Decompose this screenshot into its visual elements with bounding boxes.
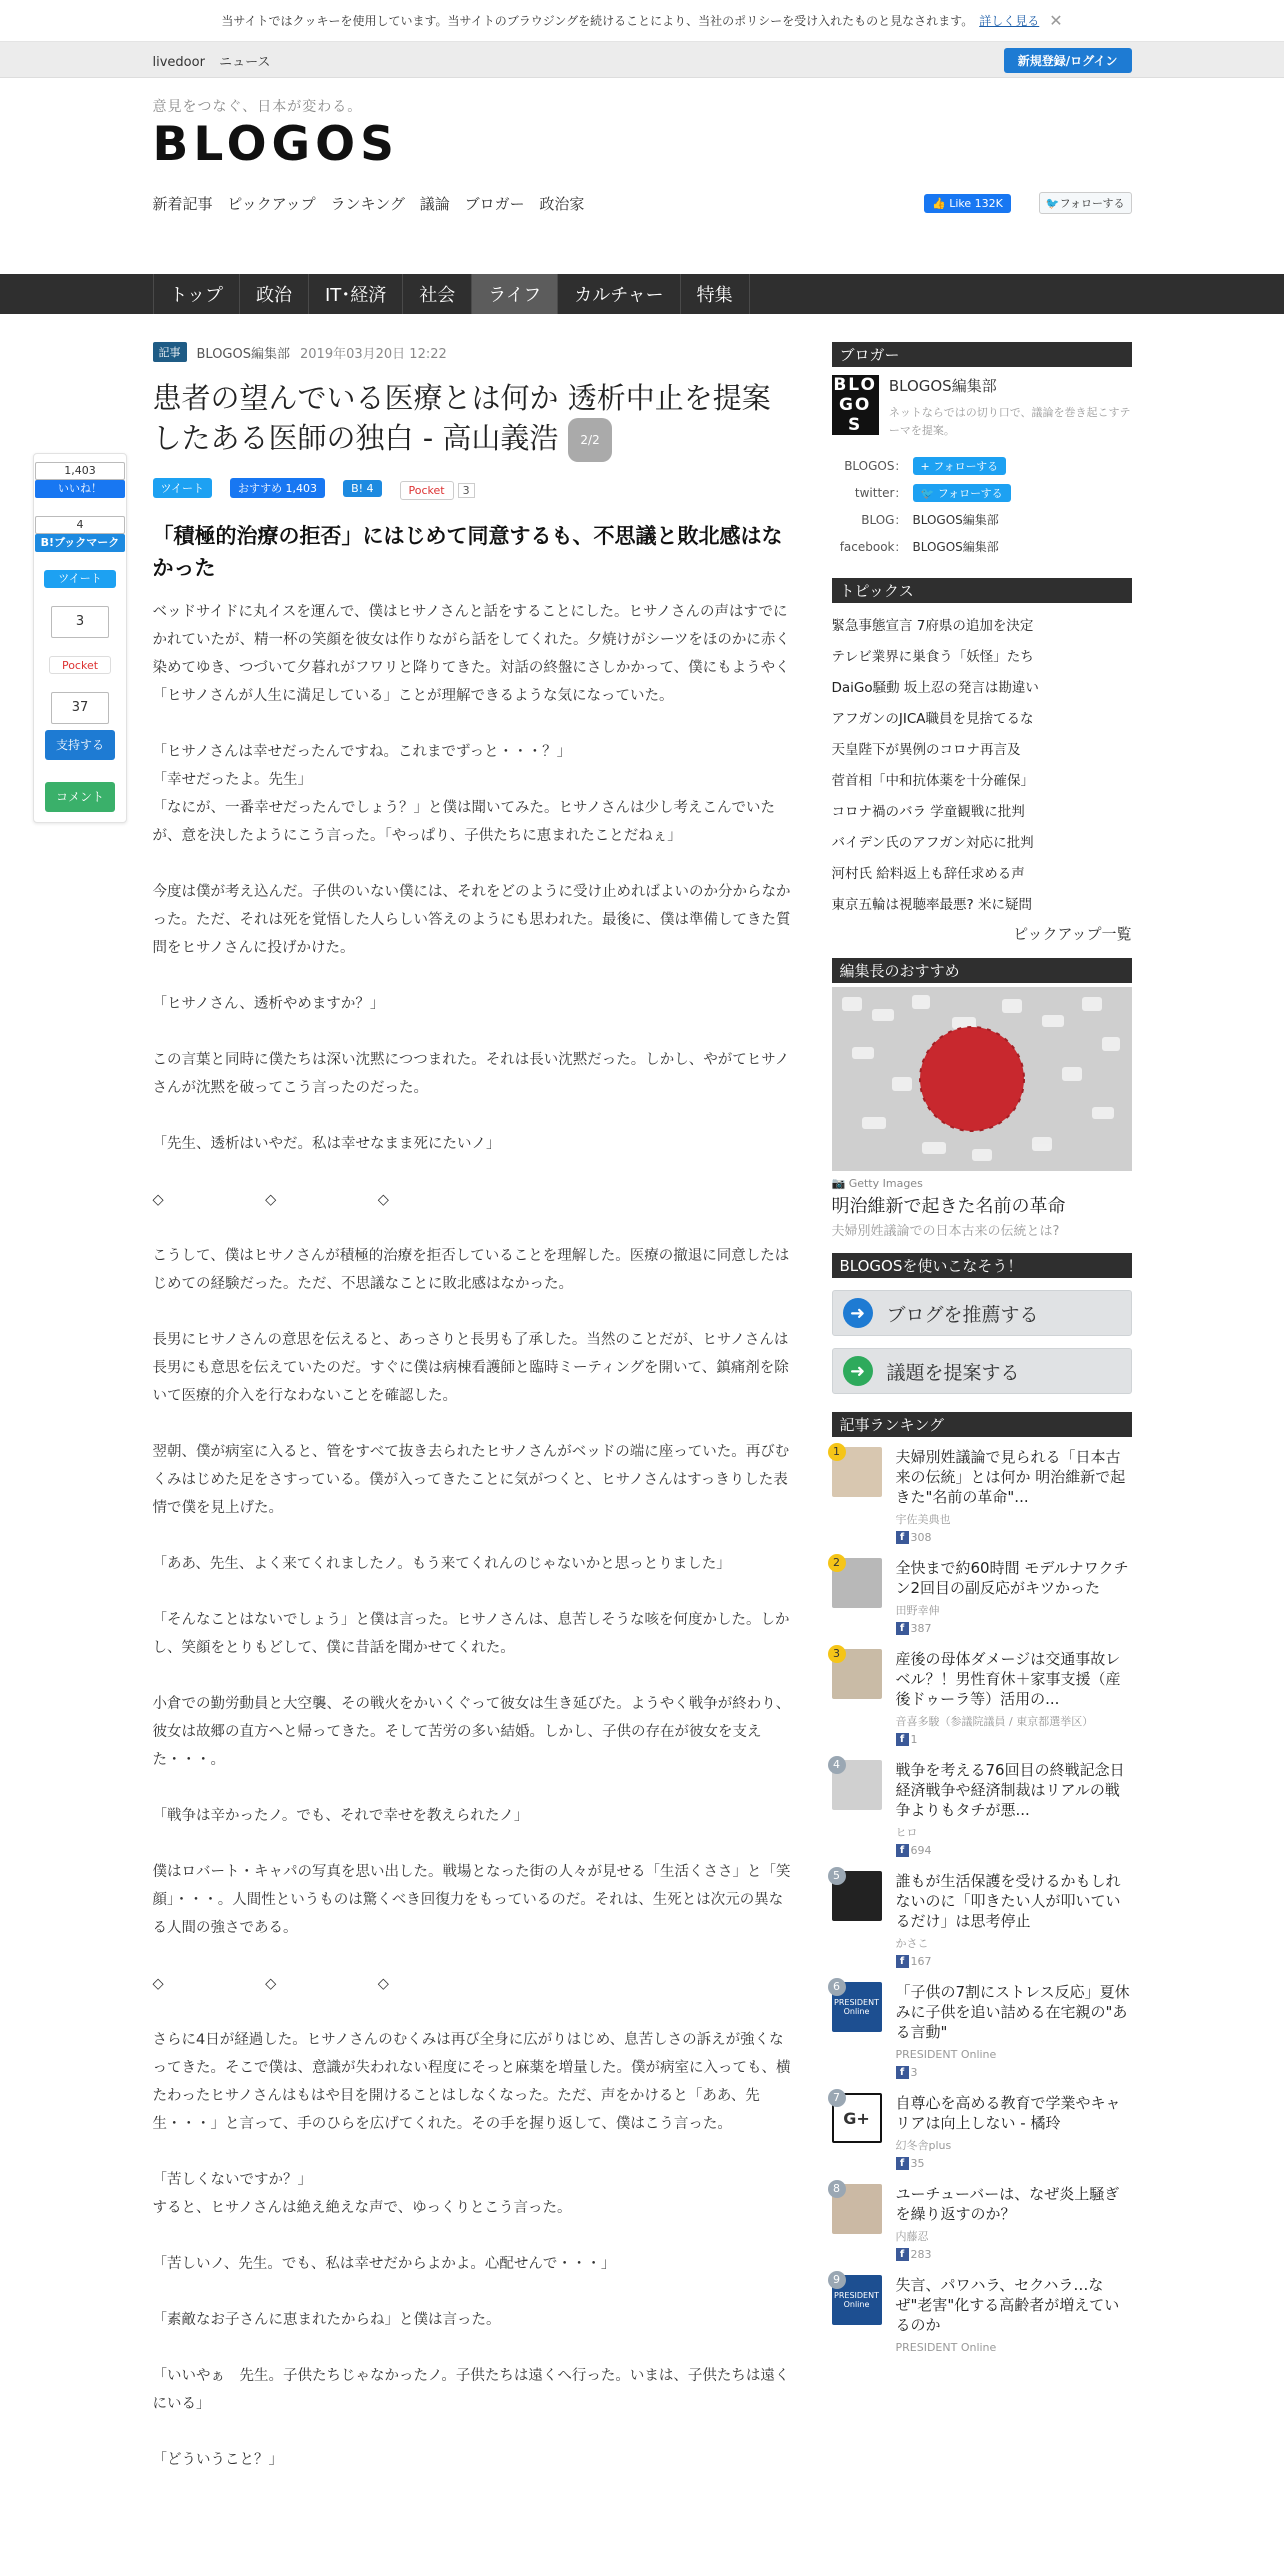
pocket-count: 3 [458,483,475,498]
ranking-item[interactable]: 1 夫婦別姓議論で見られる「日本古来の伝統」とは何か 明治維新で起きた"名前の革命"... 宇佐美典也 f 308 [832,1447,1132,1544]
content-area [153,314,1132,2502]
paragraph: この言葉と同時に僕たちは深い沈黙につつまれた。それは長い沈黙だった。しかし、やがてヒサノさんが沈黙を破ってこう言ったのだった。 [152,1052,790,1096]
support-count: 37 [51,692,109,724]
livedoor-link[interactable]: livedoor [152,54,205,70]
hatena-button[interactable]: B! 4 [343,480,381,497]
subnav-ranking[interactable]: ランキング [330,194,405,213]
cookie-banner [0,0,1284,42]
blogger-card [832,375,1132,440]
ranking-item[interactable]: 3 産後の母体ダメージは交通事故レベル？！男性育休＋家事支援（産後ドゥーラ等）活用の... 音喜多駿（参議院議員 / 東京都選挙区） f 1 [832,1649,1132,1746]
hatena-bookmark-button[interactable]: B!ブックマーク [35,534,125,552]
paragraph: すると、ヒサノさんは絶え絶えな声で、ゆっくりとこう言った。 [152,2200,572,2216]
paragraph: こうして、僕はヒサノさんが積極的治療を拒否していることを理解した。医療の撤退に同意したはじめての経験だった。ただ、不思議なことに敗北感はなかった。 [152,1248,790,1292]
topics-heading: トピックス [832,578,1132,603]
paragraph: 「なにが、一番幸せだったんでしょう？」と僕は聞いてみた。ヒサノさんは少し考えこんでいたが、意を決したようにこう言った。「やっぱり、子供たちに恵まれたことだねぇ」 [152,800,775,844]
topic-item[interactable]: DaiGo騒動 坂上忍の発言は勘違い [831,680,1039,696]
share-row [153,478,793,498]
pickup-list-link[interactable]: ピックアップ一覧 [1013,925,1132,943]
twitter-follow-button[interactable]: 🐦フォローする [1039,192,1132,214]
topic-item[interactable]: 天皇陛下が異例のコロナ再言及 [831,742,1021,758]
topic-item[interactable]: 緊急事態宣言 7府県の追加を決定 [831,618,1034,634]
facebook-icon: f [896,1733,909,1746]
editor-pick-title[interactable]: 明治維新で起きた名前の革命 [831,1196,1066,1217]
facebook-icon: f [896,1622,909,1635]
article-body [153,598,793,2474]
article [153,342,793,2502]
paragraph: 「戦争は辛かったノ。でも、それで幸せを教えられたノ」 [152,1808,529,1824]
facebook-icon: f [896,2248,909,2261]
top-bar [0,42,1284,78]
article-date: 2019年03月20日 12:22 [300,346,447,362]
paragraph: さらに4日が経過した。ヒサノさんのむくみは再び全身に広がりはじめ、息苦しさの訴えが強くなってきた。そこで僕は、意識が失われない程度にそっと麻薬を増量した。僕が病室に入っても、横たわったヒサノさんはもはや目を開けることはしなくなった。ただ、声をかけると「ああ、先生・・・」と言って、手のひらを広げてくれた。その手を握り返して、僕はこう言った。 [152,2032,791,2132]
paragraph: 「ヒサノさん、透析やめますか？」 [152,996,385,1012]
editor-heading: 編集長のおすすめ [832,958,1132,983]
president-online-logo: PRESIDENT Online [832,2275,882,2325]
nav-politics[interactable]: 政治 [240,274,309,314]
use-blogos-heading: BLOGOSを使いこなそう！ [832,1253,1132,1278]
rank-number: 5 [828,1867,846,1885]
cookie-text: 当サイトではクッキーを使用しています。当サイトのブラウジングを続けることにより、当社のポリシーを受け入れたものと見なされます。 [221,14,974,28]
separator: ◇ ◇ ◇ [152,1192,389,1208]
blogos-follow-button[interactable]: + フォローする [913,457,1007,475]
rank-number: 1 [828,1443,846,1461]
hatena-count: 4 [35,516,125,534]
puzzle-flag-image [832,987,1132,1171]
pocket-count: 3 [51,606,109,638]
fb-count: 1,403 [35,462,125,480]
topic-item[interactable]: アフガンのJICA職員を見捨てるな [831,711,1034,727]
topic-item[interactable]: 菅首相「中和抗体薬を十分確保」 [831,773,1034,789]
subnav-blogger[interactable]: ブロガー [464,194,525,213]
image-credit: 📷 Getty Images [831,1177,923,1190]
paragraph: 「ああ、先生、よく来てくれましたノ。もう来てくれんのじゃないかと思っとりました」 [152,1556,731,1572]
topic-item[interactable]: 河村氏 給料返上も辞任求める声 [831,866,1025,882]
facebook-icon: f [896,2157,909,2170]
site-tagline: 意見をつなぐ、日本が変わる。 [152,99,363,115]
paragraph: 「幸せだったよ。先生」 [152,772,312,788]
facebook-icon: f [896,1844,909,1857]
nav-top[interactable]: トップ [153,274,240,314]
camera-icon: 📷 [831,1177,846,1190]
paragraph: 「ヒサノさんは幸せだったんですね。これまでずっと・・・？」 [152,744,572,760]
president-online-logo: PRESIDENT Online [832,1982,882,2032]
page-indicator: 2/2 [568,418,611,462]
nav-it-economy[interactable]: IT･経済 [309,274,403,314]
facebook-icon: f [896,1531,909,1544]
thumbs-up-icon: 👍 [932,196,946,210]
ranking-item[interactable]: 9 PRESIDENT Online 失言、パワハラ、セクハラ…なぜ"老害"化する高齢者が増えているのか PRESIDENT Online [832,2275,1132,2355]
blogger-heading: ブロガー [832,342,1132,367]
rank-number: 3 [828,1645,846,1663]
facebook-link[interactable]: BLOGOS編集部 [912,540,999,554]
paragraph: 「いいやぁ 先生。子供たちじゃなかったノ。子供たちは遠くへ行った。いまは、子供たちは遠くにいる」 [152,2368,790,2412]
nav-society[interactable]: 社会 [403,274,472,314]
site-header [0,78,1284,274]
paragraph: 「どういうこと？」 [152,2452,283,2468]
site-logo[interactable]: BLOGOS [152,117,399,172]
paragraph: 小倉での勤労動員と大空襲、その戦火をかいくぐって彼女は生き延びた。ようやく戦争が終わり、彼女は故郷の直方へと帰ってきた。そして苦労の多い結婚。しかし、子供の存在が彼女を支えた・・・。 [152,1696,791,1768]
main-navigation [0,274,1284,314]
subnav-new[interactable]: 新着記事 [152,194,213,213]
sub-navigation [153,192,1132,214]
rank-number: 9 [828,2271,846,2289]
facebook-recommend-button[interactable]: おすすめ 1,403 [230,478,325,498]
subnav-pickup[interactable]: ピックアップ [227,194,316,213]
cookie-more-link[interactable]: 詳しく見る [979,14,1040,28]
gentosha-logo: G+ [832,2093,882,2143]
article-subtitle: 「積極的治療の拒否」にはじめて同意するも、不思議と敗北感はなかった [152,524,783,580]
tweet-button[interactable]: ツイート [44,570,116,588]
paragraph: 翌朝、僕が病室に入ると、管をすべて抜き去られたヒサノさんがベッドの端に座っていた。再びむくみはじめた足をさすっている。僕が入ってきたことに気がつくと、ヒサノさんはすっきりした表情で僕を見上げた。 [152,1444,790,1516]
twitter-bird-icon: 🐦 [1045,197,1060,210]
editor-pick-image[interactable] [832,987,1132,1171]
topic-item[interactable]: コロナ禍のバラ 学童観戦に批判 [831,804,1025,820]
comment-button[interactable]: コメント [45,782,115,812]
ranking-item[interactable]: 8 ユーチューバーは、なぜ炎上騒ぎを繰り返すのか？ 内藤忍 f 283 [832,2184,1132,2261]
separator: ◇ ◇ ◇ [152,1976,389,1992]
topic-item[interactable]: 東京五輪は視聴率最悪? 米に疑問 [831,897,1032,913]
arrow-right-icon: ➜ [843,1298,873,1328]
topics-list [832,611,1132,921]
article-meta [153,342,793,362]
paragraph: 今度は僕が考え込んだ。子供のいない僕には、それをどのように受け止めればよいのか分からなかった。ただ、それは死を覚悟した人らしい答えのようにも思われた。最後に、僕は準備してきた質問をヒサノさんに投げかけた。 [152,884,791,956]
paragraph: 「そんなことはないでしょう」と僕は言った。ヒサノさんは、息苦しそうな咳を何度かした。しかし、笑顔をとりもどして、僕に昔話を聞かせてくれた。 [152,1612,790,1656]
topic-item[interactable]: バイデン氏のアフガン対応に批判 [831,835,1034,851]
paragraph: 長男にヒサノさんの意思を伝えると、あっさりと長男も了承した。当然のことだが、ヒサノさんは長男にも意思を伝えていたのだ。すぐに僕は病棟看護師と臨時ミーティングを開いて、鎮痛剤を除いて医療的介入を行なわないことを確認した。 [152,1332,789,1404]
propose-topic-button[interactable]: ➜ 議題を提案する [832,1348,1132,1394]
nav-culture[interactable]: カルチャー [558,274,680,314]
blogger-name[interactable]: BLOGOS編集部 [888,377,997,395]
ranking-item[interactable]: 4 戦争を考える76回目の終戦記念日 経済戦争や経済制裁はリアルの戦争よりもタチが悪... ヒロ f 694 [832,1760,1132,1857]
pocket-button[interactable]: Pocket [400,481,454,500]
nav-features[interactable]: 特集 [681,274,750,314]
rank-number: 2 [828,1554,846,1572]
top-links [153,51,281,70]
tweet-button[interactable]: ツイート [153,478,212,498]
paragraph: 「素敵なお子さんに恵まれたからね」と僕は言った。 [152,2312,501,2328]
article-badge: 記事 [153,342,187,362]
facebook-icon: f [896,2066,909,2079]
avatar[interactable]: BLOGOS [833,375,877,435]
ranking-heading: 記事ランキング [832,1412,1132,1437]
subnav-politician[interactable]: 政治家 [539,194,585,213]
facebook-icon: f [896,1955,909,1968]
rank-number: 4 [828,1756,846,1774]
fb-like-button[interactable]: いいね！ [35,480,125,498]
floating-share-panel [33,453,127,823]
login-button[interactable]: 新規登録/ログイン [1004,48,1132,73]
rank-number: 6 [828,1978,846,1996]
ranking-list [832,1447,1132,2355]
paragraph: 「先生、透析はいやだ。私は幸せなまま死にたいノ」 [152,1136,501,1152]
paragraph: 「苦しくないですか？」 [152,2172,312,2188]
blog-link[interactable]: BLOGOS編集部 [912,513,999,527]
article-author[interactable]: BLOGOS編集部 [196,346,290,362]
arrow-right-icon: ➜ [843,1356,873,1386]
recommend-blog-button[interactable]: ➜ ブログを推薦する [832,1290,1132,1336]
nav-life[interactable]: ライフ [472,274,558,314]
ranking-item[interactable]: 7 G+ 自尊心を高める教育で学業やキャリアは向上しない - 橘玲 幻冬舎plus f 35 [832,2093,1132,2170]
paragraph: ベッドサイドに丸イスを運んで、僕はヒサノさんと話をすることにした。ヒサノさんの声はすでにかれていたが、精一杯の笑顔を彼女は作りながら話をしてくれた。夕焼けがシーツをほのかに赤く染めてゆき、つづいて夕暮れがフワリと降りてきた。対話の終盤にさしかかって、僕にもようやく「ヒサノさんが人生に満足している」ことが理解できるような気になっていた。 [152,604,790,704]
paragraph: 「苦しいノ、先生。でも、私は幸せだからよかよ。心配せんで・・・」 [152,2256,616,2272]
rank-number: 8 [828,2180,846,2198]
topic-item[interactable]: テレビ業界に巣食う「妖怪」たち [831,649,1034,665]
support-button[interactable]: 支持する [45,730,115,760]
twitter-follow-button[interactable]: 🐦 フォローする [913,484,1011,502]
pocket-button[interactable]: Pocket [49,656,111,674]
editor-pick-subtitle: 夫婦別姓議論での日本古来の伝統とは? [831,1224,1060,1239]
blogger-links: BLOGOS： + フォローする twitter： 🐦 フォローする BLOG： BLOGOS編集部 facebook： BLOGOS編集部 [832,452,1132,560]
rank-number: 7 [828,2089,846,2107]
ranking-item[interactable]: 2 全快まで約60時間 モデルナワクチン2回目の副反応がキツかった 田野幸伸 f 387 [832,1558,1132,1635]
news-link[interactable]: ニュース [219,54,271,70]
sidebar [832,342,1132,2502]
facebook-like-button[interactable]: 👍 Like 132K [924,194,1011,213]
blogger-description: ネットならではの切り口で、議論を巻き起こすテーマを提案。 [888,406,1131,437]
subnav-debate[interactable]: 議論 [419,194,450,213]
close-icon[interactable]: ✕ [1049,11,1063,30]
article-title: 患者の望んでいる医療とは何か 透析中止を提案したある医師の独白 - 高山義浩 2/2 [153,378,793,462]
ranking-item[interactable]: 5 誰もが生活保護を受けるかもしれないのに「叩きたい人が叩いているだけ」は思考停止 かさこ f 167 [832,1871,1132,1968]
paragraph: 僕はロバート・キャパの写真を思い出した。戦場となった街の人々が見せる「生活くささ」と「笑顔」・・・。人間性というものは驚くべき回復力をもっているのだ。それは、生死とは次元の異なる人間の強さである。 [152,1864,791,1936]
ranking-item[interactable]: 6 PRESIDENT Online 「子供の7割にストレス反応」夏休みに子供を追い詰める在宅親の"ある言動" PRESIDENT Online f 3 [832,1982,1132,2079]
